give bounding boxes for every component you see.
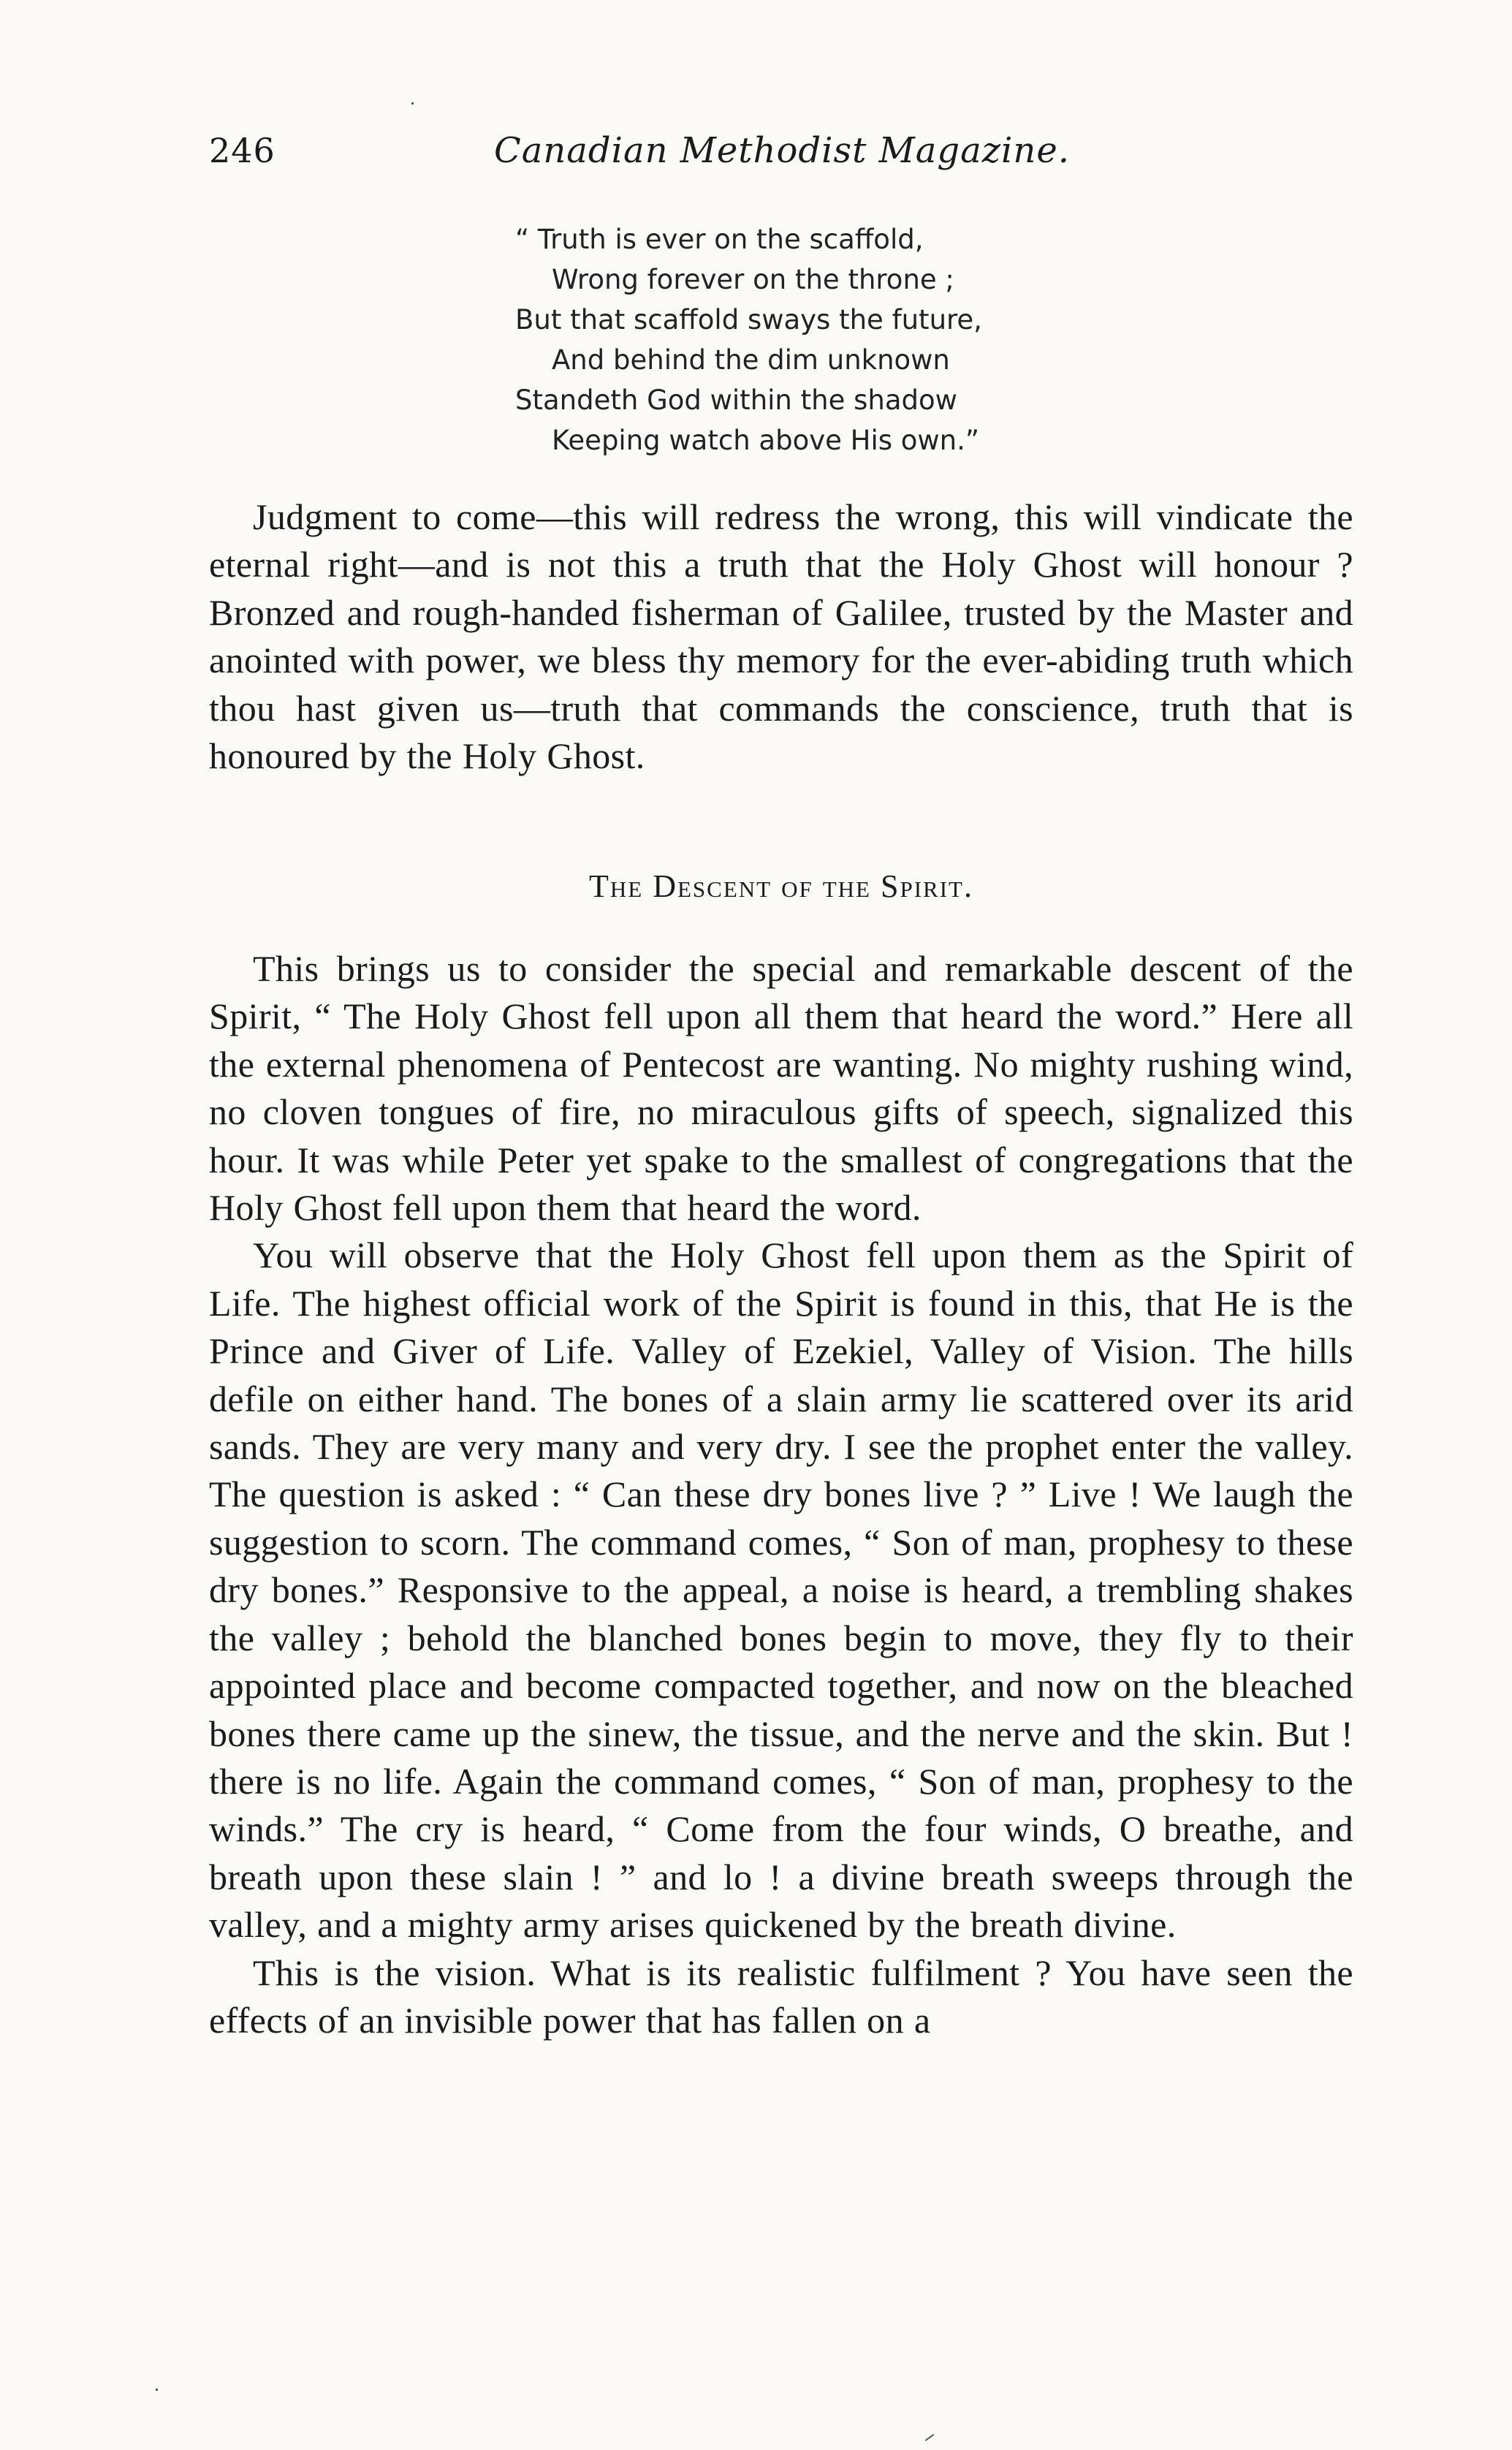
running-title: Canadian Methodist Magazine. xyxy=(494,130,1070,171)
paragraph: This is the vision. What is its realistic fulfilment ? You have seen the effects of an invisible power that has fallen on a xyxy=(209,1952,1353,2041)
paragraph: This brings us to consider the special and remarkable descent of the Spirit, “ The Holy Ghost fell upon all them that heard the word.” Here all the external phenomena of Pentecost are wanting. No mighty rushing wind, no cloven tongues of fire, no miraculous gifts of speech, signalized this hour. It was while Peter yet spake to the smallest of congregations that the Holy Ghost fell upon them that heard the word. xyxy=(209,948,1353,1229)
scan-speck xyxy=(156,2389,158,2391)
scan-speck xyxy=(925,2434,935,2441)
poem-line: Wrong forever on the throne ; xyxy=(552,264,954,295)
section-heading: The Descent of the Spirit. xyxy=(589,868,973,904)
poem-line: But that scaffold sways the future, xyxy=(515,304,982,335)
poem-line: Keeping watch above His own.” xyxy=(552,425,980,456)
poem-line: “ Truth is ever on the scaffold, xyxy=(515,224,924,255)
poem-quotation xyxy=(515,219,1173,460)
poem-line: And behind the dim unknown xyxy=(552,344,950,376)
page-header xyxy=(209,129,1352,180)
poem-line: Standeth God within the shadow xyxy=(515,384,957,416)
body-section-2 xyxy=(209,945,1353,2044)
paragraph: Judgment to come—this will redress the wrong, this will vindicate the eternal right—and is not this a truth that the Holy Ghost will honour ? Bronzed and rough-handed fisherman of Galilee, trusted by the Master and anointed with power, we bless thy memory for the ever-abiding truth which thou hast given us—truth that commands the conscience, truth that is honoured by the Holy Ghost. xyxy=(209,496,1353,777)
paragraph: You will observe that the Holy Ghost fell upon them as the Spirit of Life. The highest official work of the Spirit is found in this, that He is the Prince and Giver of Life. Valley of Ezekiel, Valley of Vision. The hills defile on either hand. The bones of a slain army lie scattered over its arid sands. They are very many and very dry. I see the prophet enter the valley. The question is asked : “ Can these dry bones live ? ” Live ! We laugh the suggestion to scorn. The command comes, “ Son of man, prophesy to these dry bones.” Responsive to the appeal, a noise is heard, a trembling shakes the valley ; behold the blanched bones begin to move, they fly to their appointed place and become compacted together, and now on the bleached bones there came up the sinew, the tissue, and the nerve and the skin. But ! there is no life. Again the command comes, “ Son of man, prophesy to the winds.” The cry is heard, “ Come from the four winds, O breathe, and breath upon these slain ! ” and lo ! a divine breath sweeps through the valley, and a mighty army arises quickened by the breath divine. xyxy=(209,1235,1353,1946)
scan-speck xyxy=(411,102,414,105)
page-number: 246 xyxy=(209,131,276,170)
body-section-1 xyxy=(209,493,1353,780)
